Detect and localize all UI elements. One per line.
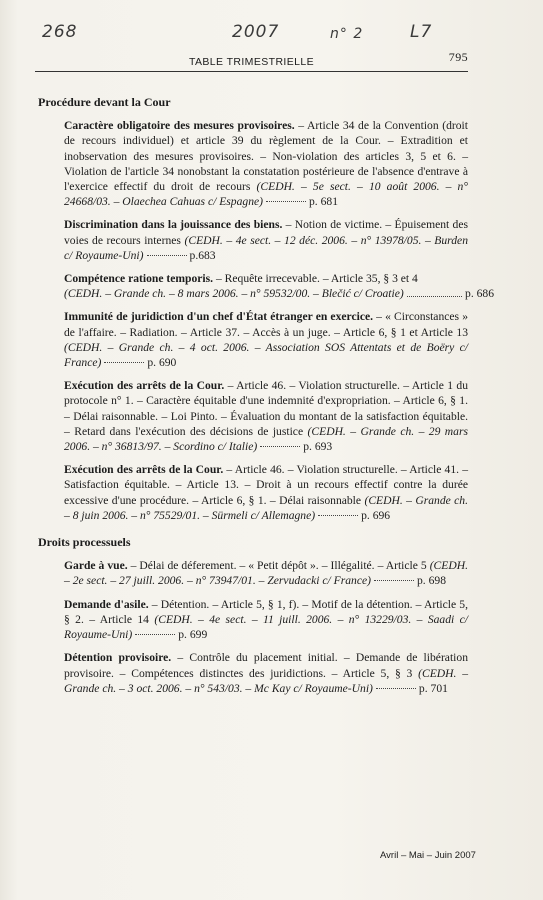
toc-entry [64, 462, 468, 523]
entry-citation: (CEDH. – Grande ch. – 8 mars 2006. – n° 59532/00. – Blečić c/ Croatie) [64, 287, 404, 301]
entry-body: – Requête irrecevable. – Article 35, § 3 et 4 [213, 272, 418, 286]
page-ref: p. 699 [178, 628, 208, 642]
entry-body: – Notion de victime. – Épuisement des voies de recours internes [64, 218, 468, 247]
page-ref: p. 698 [417, 574, 446, 588]
running-footer: Avril – Mai – Juin 2007 [380, 850, 476, 861]
page-ref: p. 701 [418, 681, 448, 695]
leader-dots [318, 515, 358, 516]
toc-entry [64, 378, 468, 454]
section-title: Droits processuels [38, 535, 131, 550]
page-ref: p. 686 [465, 287, 494, 301]
page-ref: p. 693 [303, 440, 333, 454]
entry-heading: Exécution des arrêts de la Cour. [64, 463, 224, 477]
page-ref: p.683 [189, 248, 216, 262]
leader-dots [147, 255, 187, 256]
entry-citation: (CEDH. – Grande ch. – 3 oct. 2006. – n° 543/03. – Mc Kay c/ Royaume-Uni) [64, 666, 469, 695]
entry-citation: (CEDH. – 2e sect. – 27 juill. 2006. – n° 73947/01. – Zervudacki c/ France) [64, 559, 469, 588]
entry-body: – Article 46. – Violation structurelle. – Article 1 du protocole n° 1. – Caractère équitable d'une indemnité d'expropriation. – Article 6, § 1. – Délai raisonnable. – Loi Pinto. – Évaluation du montant de la satisfaction équitable. – Retard dans l'exécution des décisions de justice [64, 379, 468, 438]
entry-heading: Garde à vue. [64, 559, 128, 573]
leader-dots [260, 446, 300, 447]
toc-entry [64, 309, 468, 370]
page-number: 795 [448, 50, 468, 64]
leader-dots [374, 580, 414, 581]
header-title: TABLE TRIMESTRIELLE [188, 56, 315, 68]
table-of-contents [38, 95, 494, 704]
leader-dots [266, 201, 306, 202]
entry-body: – « Circonstances » de l'affaire. – Radiation. – Article 37. – Accès à un juge. – Article 6, § 1 et Article 13 [64, 310, 468, 339]
entry-body: – Délai de déferement. – « Petit dépôt ». – Illégalité. – Article 5 [127, 559, 430, 573]
handwritten-note-1: 268 [42, 22, 78, 42]
entry-heading: Demande d'asile. [64, 597, 149, 611]
entry-citation: (CEDH. – Grande ch. – 29 mars 2006. – n° 36813/97. – Scordino c/ Italie) [64, 424, 469, 454]
handwritten-note-3: n° 2 [330, 26, 364, 42]
entry-citation: (CEDH. – 5e sect. – 10 août 2006. – n° 24668/03. – Olaechea Cahuas c/ Espagne) [64, 180, 468, 209]
entry-heading: Détention provisoire. [64, 651, 172, 665]
entry-body: – Contrôle du placement initial. – Demande de libération provisoire. – Compétences distinctes des juridictions. – Article 5, § 3 [64, 651, 468, 680]
entry-heading: Immunité de juridiction d'un chef d'État étranger en exercice. [64, 310, 374, 324]
toc-entry [64, 217, 468, 263]
entry-citation: (CEDH. – 4e sect. – 12 déc. 2006. – n° 13978/05. – Burden c/ Royaume-Uni) [64, 233, 468, 262]
page-ref: p. 696 [361, 508, 391, 522]
section-title: Procédure devant la Cour [38, 95, 171, 109]
entry-citation: (CEDH. – 4e sect. – 11 juill. 2006. – n° 13229/03. – Saadi c/ Royaume-Uni) [64, 612, 468, 642]
entry-heading: Caractère obligatoire des mesures provisoires. [64, 119, 295, 133]
handwritten-note-4: L7 [410, 22, 433, 42]
page-ref: p. 690 [147, 356, 177, 370]
section-droits-processuels [38, 535, 468, 696]
toc-entry [64, 118, 468, 209]
entry-citation: (CEDH. – Grande ch. – 4 oct. 2006. – Association SOS Attentats et de Boëry c/ France) [64, 340, 468, 370]
entry-body: – Article 46. – Violation structurelle. – Article 41. – Satisfaction équitable. – Article 13. – Droit à un recours effectif contre la durée excessive d'une procédure. – Article 6, § 1. – Délai raisonnable [64, 463, 468, 507]
toc-entry [64, 271, 494, 301]
entry-heading: Compétence ratione temporis. [64, 272, 214, 286]
leader-dots [135, 634, 175, 635]
entry-body: – Détention. – Article 5, § 1, f). – Motif de la détention. – Article 5, § 2. – Article 14 [64, 597, 468, 626]
handwritten-note-2: 2007 [232, 22, 280, 42]
leader-dots [104, 362, 144, 363]
entry-citation: (CEDH. – Grande ch. – 8 juin 2006. – n° 75529/01. – Sürmeli c/ Allemagne) [64, 493, 468, 522]
running-header [35, 50, 468, 72]
toc-entry [64, 597, 468, 643]
entry-heading: Exécution des arrêts de la Cour. [64, 379, 225, 393]
section-procedure [38, 95, 494, 523]
toc-entry [64, 558, 468, 588]
entry-heading: Discrimination dans la jouissance des biens. [64, 218, 283, 232]
entry-body: – Article 34 de la Convention (droit de recours individuel) et article 39 du règlement de la Cour. – Extradition et inobservation des mesures provisoires. – Non-violation des articles 3, 5 et 6. – Violation de l'article 34 nonobstant la constatation postérieure de l'absence d'entrave à l'exercice effectif du droit de recours [64, 119, 468, 194]
toc-entry [64, 650, 468, 696]
leader-dots [376, 688, 416, 689]
leader-dots [407, 296, 462, 297]
page-ref: p. 681 [309, 195, 338, 209]
